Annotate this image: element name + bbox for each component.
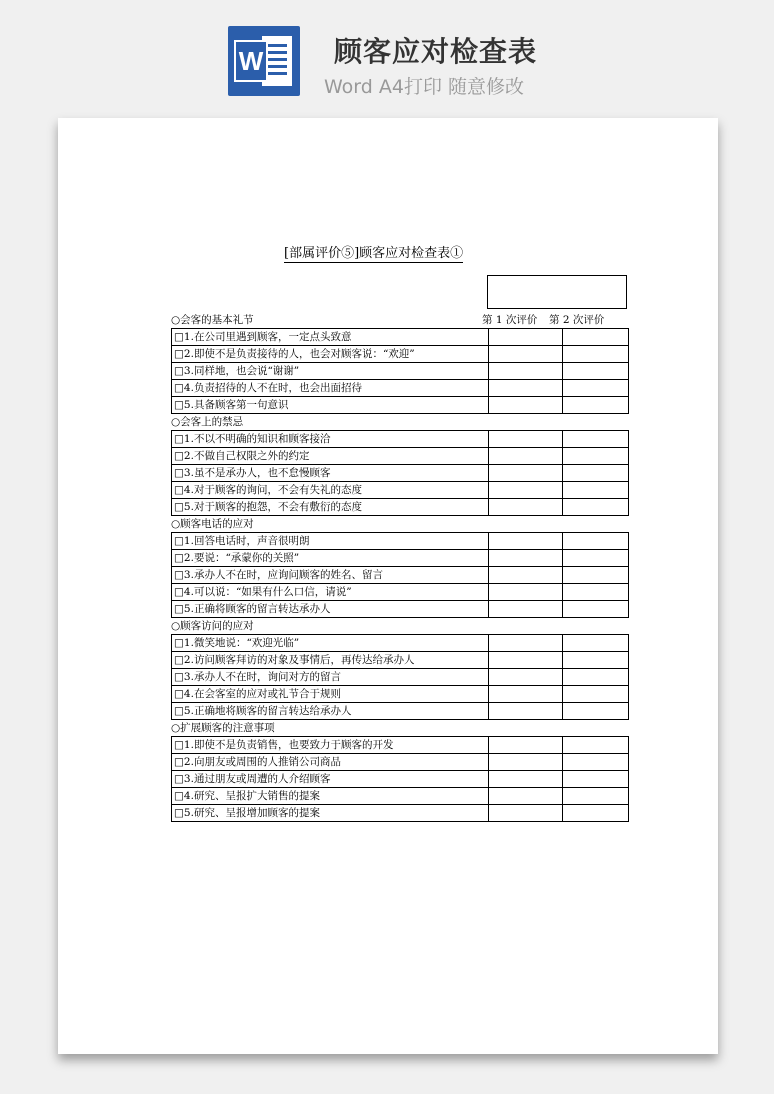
checklist-row	[172, 397, 629, 414]
first-eval-cell[interactable]	[489, 584, 563, 601]
checklist-item-label: □1.不以不明确的知识和顾客接洽	[172, 431, 489, 448]
checklist-item-label: □1.回答电话时，声音很明朗	[172, 533, 489, 550]
checklist-item-label: □1.即使不是负责销售，也要致力于顾客的开发	[172, 737, 489, 754]
section-heading-label: ○顾客访问的应对	[171, 620, 254, 632]
first-eval-cell[interactable]	[489, 397, 563, 414]
checklist-item-label: □3.同样地，也会说“谢谢”	[172, 363, 489, 380]
checklist-row	[172, 703, 629, 720]
checklist-row	[172, 533, 629, 550]
document-title: [部属评价⑤]顾客应对检查表①	[284, 242, 463, 263]
checklist-item-label: □2.要说：“承蒙你的关照”	[172, 550, 489, 567]
checklist-row	[172, 448, 629, 465]
checklist-item-label: □1.微笑地说：“欢迎光临”	[172, 635, 489, 652]
checklist-table	[171, 532, 629, 618]
section-heading-label: ○会客的基本礼节	[171, 314, 254, 326]
second-eval-cell[interactable]	[563, 567, 629, 584]
checklist-table	[171, 328, 629, 414]
first-eval-cell[interactable]	[489, 805, 563, 822]
second-eval-cell[interactable]	[563, 363, 629, 380]
checklist-item-label: □5.对于顾客的抱怨，不会有敷衍的态度	[172, 499, 489, 516]
checklist-item-label: □2.不做自己权限之外的约定	[172, 448, 489, 465]
checklist-row	[172, 652, 629, 669]
checklist-item-label: □3.通过朋友或周遭的人介绍顾客	[172, 771, 489, 788]
checklist-item-label: □2.即使不是负责接待的人，也会对顾客说：“欢迎”	[172, 346, 489, 363]
second-eval-cell[interactable]	[563, 380, 629, 397]
first-eval-cell[interactable]	[489, 754, 563, 771]
checklist-row	[172, 635, 629, 652]
document-page	[58, 118, 718, 1054]
section-heading-label: ○顾客电话的应对	[171, 518, 254, 530]
first-eval-cell[interactable]	[489, 380, 563, 397]
checklist-item-label: □3.虽不是承办人，也不怠慢顾客	[172, 465, 489, 482]
second-eval-cell[interactable]	[563, 805, 629, 822]
checklist-row	[172, 584, 629, 601]
second-eval-cell[interactable]	[563, 703, 629, 720]
checklist-row	[172, 771, 629, 788]
column-header-first-eval: 第 1 次评价	[482, 314, 538, 326]
first-eval-cell[interactable]	[489, 346, 563, 363]
banner-subtitle: Word A4打印 随意修改	[324, 76, 525, 98]
first-eval-cell[interactable]	[489, 499, 563, 516]
checklist-table	[171, 736, 629, 822]
section-heading	[171, 516, 628, 532]
checklist-row	[172, 380, 629, 397]
checklist-item-label: □2.向朋友或周围的人推销公司商品	[172, 754, 489, 771]
checklist-item-label: □4.可以说：“如果有什么口信，请说”	[172, 584, 489, 601]
second-eval-cell[interactable]	[563, 499, 629, 516]
checklist-item-label: □3.承办人不在时，应询问顾客的姓名、留言	[172, 567, 489, 584]
first-eval-cell[interactable]	[489, 431, 563, 448]
checklist	[171, 312, 628, 822]
first-eval-cell[interactable]	[489, 737, 563, 754]
second-eval-cell[interactable]	[563, 737, 629, 754]
checklist-row	[172, 482, 629, 499]
second-eval-cell[interactable]	[563, 652, 629, 669]
checklist-item-label: □5.研究、呈报增加顾客的提案	[172, 805, 489, 822]
checklist-row	[172, 550, 629, 567]
checklist-item-label: □4.在会客室的应对或礼节合于规则	[172, 686, 489, 703]
first-eval-cell[interactable]	[489, 686, 563, 703]
checklist-item-label: □4.负责招待的人不在时，也会出面招待	[172, 380, 489, 397]
banner	[0, 0, 774, 110]
checklist-row	[172, 499, 629, 516]
checklist-row	[172, 686, 629, 703]
second-eval-cell[interactable]	[563, 465, 629, 482]
second-eval-cell[interactable]	[563, 788, 629, 805]
first-eval-cell[interactable]	[489, 652, 563, 669]
checklist-row	[172, 601, 629, 618]
column-header-second-eval: 第 2 次评价	[549, 314, 605, 326]
first-eval-cell[interactable]	[489, 788, 563, 805]
first-eval-cell[interactable]	[489, 448, 563, 465]
checklist-item-label: □4.研究、呈报扩大销售的提案	[172, 788, 489, 805]
second-eval-cell[interactable]	[563, 482, 629, 499]
checklist-table	[171, 430, 629, 516]
checklist-row	[172, 363, 629, 380]
checklist-row	[172, 669, 629, 686]
checklist-item-label: □4.对于顾客的询问，不会有失礼的态度	[172, 482, 489, 499]
checklist-item-label: □2.访问顾客拜访的对象及事情后，再传达给承办人	[172, 652, 489, 669]
section-heading	[171, 414, 628, 430]
second-eval-cell[interactable]	[563, 635, 629, 652]
checklist-row	[172, 329, 629, 346]
first-eval-cell[interactable]	[489, 601, 563, 618]
banner-title: 顾客应对检查表	[334, 35, 538, 68]
second-eval-cell[interactable]	[563, 346, 629, 363]
second-eval-cell[interactable]	[563, 669, 629, 686]
first-eval-cell[interactable]	[489, 465, 563, 482]
checklist-row	[172, 567, 629, 584]
first-eval-cell[interactable]	[489, 329, 563, 346]
second-eval-cell[interactable]	[563, 686, 629, 703]
checklist-item-label: □5.正确将顾客的留言转达承办人	[172, 601, 489, 618]
section-heading	[171, 618, 628, 634]
second-eval-cell[interactable]	[563, 550, 629, 567]
checklist-row	[172, 805, 629, 822]
second-eval-cell[interactable]	[563, 771, 629, 788]
section-heading	[171, 720, 628, 736]
first-eval-cell[interactable]	[489, 771, 563, 788]
section-heading-label: ○会客上的禁忌	[171, 416, 244, 428]
first-eval-cell[interactable]	[489, 482, 563, 499]
first-eval-cell[interactable]	[489, 669, 563, 686]
checklist-row	[172, 788, 629, 805]
first-eval-cell[interactable]	[489, 533, 563, 550]
checklist-row	[172, 737, 629, 754]
second-eval-cell[interactable]	[563, 754, 629, 771]
checklist-row	[172, 346, 629, 363]
second-eval-cell[interactable]	[563, 448, 629, 465]
checklist-item-label: □5.具备顾客第一句意识	[172, 397, 489, 414]
checklist-row	[172, 465, 629, 482]
first-eval-cell[interactable]	[489, 567, 563, 584]
section-heading-label: ○扩展顾客的注意事项	[171, 722, 275, 734]
second-eval-cell[interactable]	[563, 431, 629, 448]
first-eval-cell[interactable]	[489, 550, 563, 567]
checklist-item-label: □5.正确地将顾客的留言转达给承办人	[172, 703, 489, 720]
section-heading	[171, 312, 628, 328]
checklist-table	[171, 634, 629, 720]
second-eval-cell[interactable]	[563, 533, 629, 550]
score-box[interactable]	[487, 275, 627, 309]
first-eval-cell[interactable]	[489, 703, 563, 720]
first-eval-cell[interactable]	[489, 635, 563, 652]
checklist-item-label: □1.在公司里遇到顾客，一定点头致意	[172, 329, 489, 346]
second-eval-cell[interactable]	[563, 601, 629, 618]
second-eval-cell[interactable]	[563, 329, 629, 346]
first-eval-cell[interactable]	[489, 363, 563, 380]
second-eval-cell[interactable]	[563, 584, 629, 601]
word-letter: W	[234, 40, 268, 82]
word-doc-icon	[228, 26, 300, 96]
second-eval-cell[interactable]	[563, 397, 629, 414]
checklist-row	[172, 754, 629, 771]
checklist-item-label: □3.承办人不在时，询问对方的留言	[172, 669, 489, 686]
checklist-row	[172, 431, 629, 448]
